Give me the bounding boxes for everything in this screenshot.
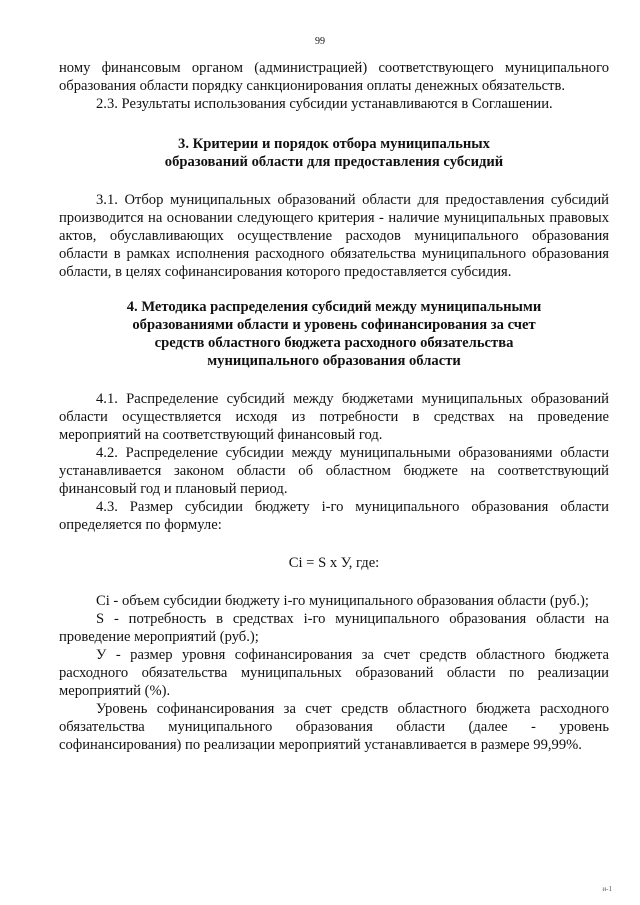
section-3-heading-line-1: 3. Критерии и порядок отбора муниципальных: [178, 136, 490, 152]
paragraph-3-1: 3.1. Отбор муниципальных образований области для предоставления субсидий производится на основании следующего критерия - наличие муниципальных правовых актов, обуславливающих осуществление расходов муниципального образования области в рамках исполнения расходного обязательства муниципального образования области, в целях софинансирования которого предоставляется субсидия.: [59, 192, 609, 280]
definition-ci: Ci - объем субсидии бюджету i-го муниципального образования области (руб.);: [96, 593, 589, 609]
section-4-heading-line-3: средств областного бюджета расходного обязательства: [154, 335, 514, 351]
section-4-heading-line-4: муниципального образования области: [207, 353, 461, 369]
definition-u: У - размер уровня софинансирования за счет средств областного бюджета расходного обязательства муниципальных образований области по реализации мероприятий (%).: [59, 647, 609, 699]
paragraph-4-3: 4.3. Размер субсидии бюджету i-го муниципального образования области определяется по формуле:: [59, 499, 609, 533]
paragraph-2-3: 2.3. Результаты использования субсидии устанавливаются в Соглашении.: [96, 96, 553, 112]
page-number: 99: [315, 36, 325, 47]
section-4-heading-line-1: 4. Методика распределения субсидий между муниципальными: [126, 299, 542, 315]
section-4-heading: [59, 298, 609, 370]
formula: Ci = S х У, где:: [288, 555, 380, 571]
section-4-heading-line-2: образованиями области и уровень софинансирования за счет: [132, 317, 536, 333]
paragraph-4-1: 4.1. Распределение субсидий между бюджетами муниципальных образований области осуществляется исходя из потребности в средствах на проведение мероприятий на соответствующий финансовый год.: [59, 391, 609, 443]
corner-mark: и-1: [602, 885, 612, 893]
intro-paragraph-1: ному финансовым органом (администрацией) соответствующего муниципального образования области порядку санкционирования оплаты денежных обязательств.: [59, 60, 609, 94]
section-3-heading: [59, 135, 609, 171]
definition-s: S - потребность в средствах i-го муниципального образования области на проведение мероприятий (руб.);: [59, 611, 609, 645]
document-body: [59, 59, 609, 754]
paragraph-4-2: 4.2. Распределение субсидии между муниципальными образованиями области устанавливается законом области об областном бюджете на соответствующий финансовый год и плановый период.: [59, 445, 609, 497]
cofinancing-level-paragraph: Уровень софинансирования за счет средств областного бюджета расходного обязательства муниципального образования области (далее - уровень софинансирования) по реализации мероприятий устанавливается в размере 99,99%.: [59, 701, 609, 753]
section-3-heading-line-2: образований области для предоставления субсидий: [164, 154, 504, 170]
